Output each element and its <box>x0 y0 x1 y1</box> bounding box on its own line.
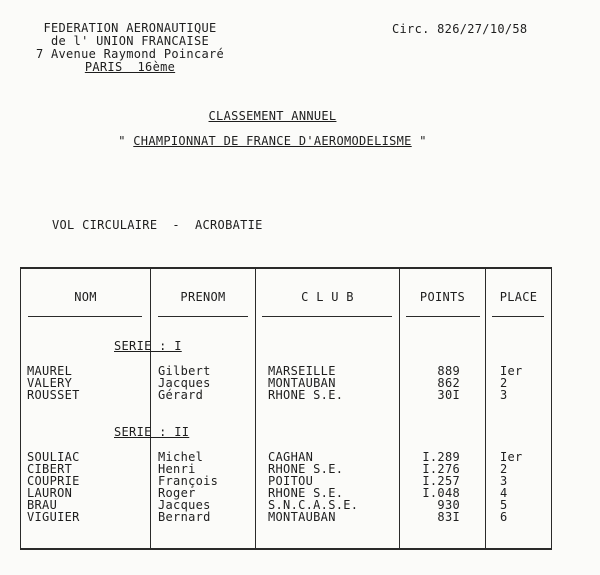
header-underline-club <box>262 316 392 317</box>
table-right-border <box>551 267 552 550</box>
cell-place: 4 <box>500 486 508 500</box>
table-left-border <box>20 267 21 550</box>
cell-prenom: Jacques <box>158 376 211 390</box>
cell-prenom: Roger <box>158 486 196 500</box>
cell-club: MARSEILLE <box>268 364 336 378</box>
org-city: PARIS 16ème <box>84 60 176 74</box>
cell-prenom: Jacques <box>158 498 211 512</box>
cell-club: RHONE S.E. <box>268 462 344 476</box>
cell-place: 6 <box>500 510 508 524</box>
cell-nom: LAURON <box>27 486 73 500</box>
header-underline-prenom <box>158 316 248 317</box>
cell-club: CAGHAN <box>268 450 314 464</box>
table-top-border <box>20 267 552 269</box>
cell-prenom: Gilbert <box>158 364 211 378</box>
cell-nom: ROUSSET <box>27 388 80 402</box>
cell-prenom: Michel <box>158 450 204 464</box>
cell-nom: VIGUIER <box>27 510 80 524</box>
header-underline-place <box>492 316 544 317</box>
cell-place: Ier <box>500 364 523 378</box>
cell-place: 3 <box>500 388 508 402</box>
org-name: FEDERATION AERONAUTIQUE <box>43 21 217 35</box>
cell-place: Ier <box>500 450 523 464</box>
cell-club: RHONE S.E. <box>268 388 344 402</box>
circular-ref: Circ. 826/27/10/58 <box>392 22 528 36</box>
cell-club: S.N.C.A.S.E. <box>268 498 359 512</box>
org-address: 7 Avenue Raymond Poincaré <box>35 47 225 61</box>
cell-place: 2 <box>500 376 508 390</box>
cell-nom: MAUREL <box>27 364 73 378</box>
cell-club: RHONE S.E. <box>268 486 344 500</box>
cell-prenom: Bernard <box>158 510 211 524</box>
cell-place: 5 <box>500 498 508 512</box>
header-nom: NOM <box>74 290 97 304</box>
cell-points: 889 <box>437 364 460 378</box>
col-divider-2 <box>255 269 256 548</box>
col-divider-1 <box>150 269 151 548</box>
cell-points: I.257 <box>422 474 460 488</box>
cell-points: I.276 <box>422 462 460 476</box>
cell-nom: COUPRIE <box>27 474 80 488</box>
cell-club: MONTAUBAN <box>268 510 336 524</box>
cell-nom: VALERY <box>27 376 73 390</box>
header-place: PLACE <box>499 290 538 304</box>
doc-title: CLASSEMENT ANNUEL <box>208 109 337 123</box>
cell-points: 83I <box>437 510 460 524</box>
category-label: VOL CIRCULAIRE - ACROBATIE <box>52 218 263 232</box>
cell-points: 862 <box>437 376 460 390</box>
cell-club: MONTAUBAN <box>268 376 336 390</box>
cell-points: I.048 <box>422 486 460 500</box>
cell-prenom: Henri <box>158 462 196 476</box>
quote-close: " <box>411 134 427 148</box>
championship-name: CHAMPIONNAT DE FRANCE D'AEROMODELISME <box>133 134 412 148</box>
series-label: SERIE : I <box>114 339 182 353</box>
cell-points: 30I <box>437 388 460 402</box>
cell-prenom: François <box>158 474 219 488</box>
header-prenom: PRENOM <box>180 290 226 304</box>
doc-subtitle <box>60 135 485 148</box>
cell-nom: SOULIAC <box>27 450 80 464</box>
cell-place: 3 <box>500 474 508 488</box>
table-bottom-border <box>20 548 552 550</box>
cell-prenom: Gérard <box>158 388 204 402</box>
cell-place: 2 <box>500 462 508 476</box>
cell-club: POITOU <box>268 474 314 488</box>
cell-points: 930 <box>437 498 460 512</box>
org-subtitle: de l' UNION FRANCAISE <box>50 34 210 48</box>
cell-nom: BRAU <box>27 498 58 512</box>
col-divider-4 <box>485 269 486 548</box>
header-points: POINTS <box>419 290 466 304</box>
quote-open: " <box>118 134 134 148</box>
header-underline-points <box>406 316 480 317</box>
series-label: SERIE : II <box>114 425 190 439</box>
header-club: C L U B <box>301 290 354 304</box>
header-underline-nom <box>28 316 142 317</box>
cell-nom: CIBERT <box>27 462 73 476</box>
cell-points: I.289 <box>422 450 460 464</box>
